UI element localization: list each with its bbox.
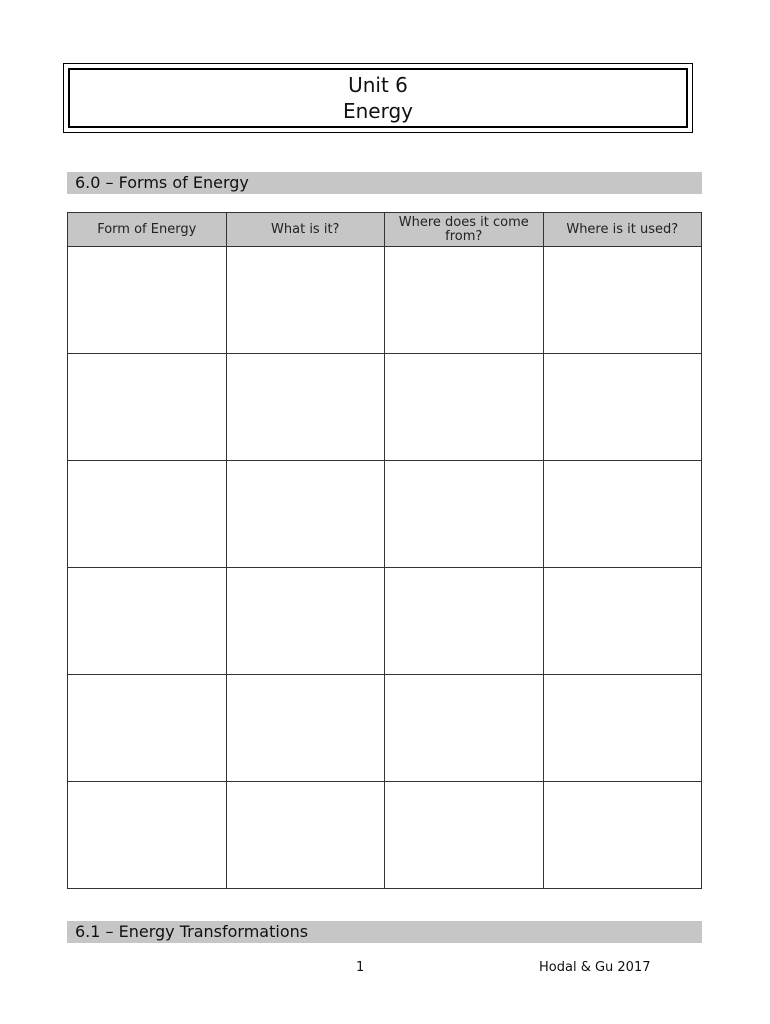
table-cell[interactable] — [385, 568, 544, 675]
table-cell[interactable] — [543, 568, 702, 675]
table-cell[interactable] — [68, 675, 227, 782]
table-row — [68, 782, 702, 889]
table-cell[interactable] — [385, 354, 544, 461]
table-row — [68, 568, 702, 675]
table-cell[interactable] — [226, 247, 385, 354]
table-cell[interactable] — [226, 675, 385, 782]
table-row — [68, 354, 702, 461]
table-cell[interactable] — [385, 675, 544, 782]
table-header-row — [68, 213, 702, 247]
table-cell[interactable] — [543, 461, 702, 568]
title-inner-border — [68, 68, 688, 128]
table-cell[interactable] — [543, 247, 702, 354]
table-cell[interactable] — [68, 568, 227, 675]
table-cell[interactable] — [68, 354, 227, 461]
page-number: 1 — [356, 960, 365, 975]
table-cell[interactable] — [68, 247, 227, 354]
table-cell[interactable] — [226, 782, 385, 889]
unit-subtitle: Energy — [342, 99, 414, 123]
table-row — [68, 247, 702, 354]
table-cell[interactable] — [543, 782, 702, 889]
table-row — [68, 675, 702, 782]
table-cell[interactable] — [226, 354, 385, 461]
table-cell[interactable] — [68, 461, 227, 568]
column-header-usage: Where is it used? — [543, 213, 702, 247]
table-cell[interactable] — [385, 461, 544, 568]
table-cell[interactable] — [226, 568, 385, 675]
table-row — [68, 461, 702, 568]
column-header-what: What is it? — [226, 213, 385, 247]
table-cell[interactable] — [543, 675, 702, 782]
table-cell[interactable] — [226, 461, 385, 568]
footer-credit: Hodal & Gu 2017 — [539, 960, 651, 975]
table-cell[interactable] — [385, 247, 544, 354]
forms-of-energy-table — [67, 212, 702, 889]
section-heading-energy-transformations: 6.1 – Energy Transformations — [67, 921, 702, 943]
table-cell[interactable] — [68, 782, 227, 889]
table-cell[interactable] — [543, 354, 702, 461]
column-header-source: Where does it come from? — [385, 213, 544, 247]
table-cell[interactable] — [385, 782, 544, 889]
unit-title: Unit 6 — [348, 73, 408, 97]
section-heading-forms-of-energy: 6.0 – Forms of Energy — [67, 172, 702, 194]
column-header-form: Form of Energy — [68, 213, 227, 247]
title-box — [63, 63, 693, 133]
